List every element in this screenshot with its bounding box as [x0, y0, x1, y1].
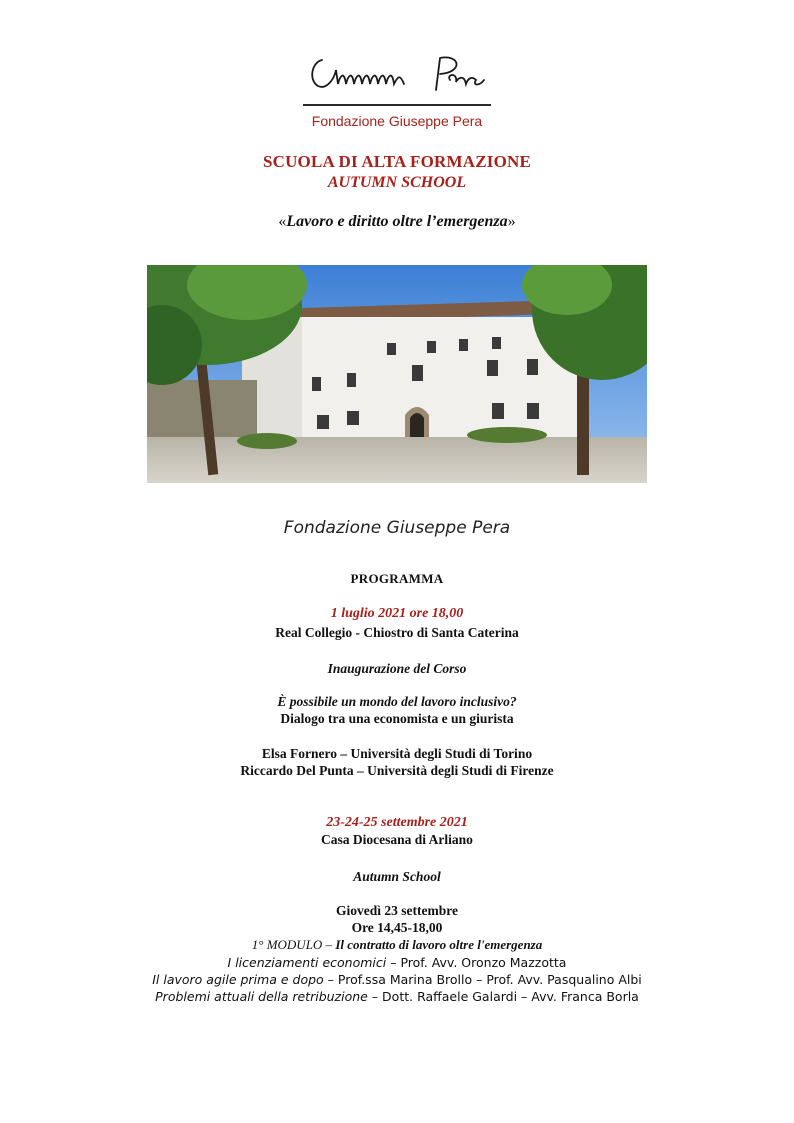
event1-speaker: Riccardo Del Punta – Università degli Studi di Firenze	[240, 763, 554, 778]
talk-topic: I licenziamenti economici	[227, 955, 387, 970]
event1-title: Inaugurazione del Corso	[327, 661, 467, 676]
talk-speakers: – Prof. Avv. Oronzo Mazzotta	[386, 955, 567, 970]
event1-dialogue: Dialogo tra una economista e un giurista	[280, 711, 514, 726]
close-quote: »	[507, 213, 516, 230]
talk-line	[0, 971, 794, 989]
open-quote: «	[278, 213, 287, 230]
module-title: Il contratto di lavoro oltre l'emergenza	[335, 937, 543, 952]
photo-caption: Fondazione Giuseppe Pera	[283, 518, 511, 538]
course-title	[0, 213, 794, 231]
event2-title: Autumn School	[353, 869, 441, 884]
event1-speaker: Elsa Fornero – Università degli Studi di Torino	[261, 746, 533, 761]
talk-speakers: – Dott. Raffaele Galardi – Avv. Franca Borla	[367, 989, 639, 1004]
module-prefix: 1° MODULO –	[251, 937, 336, 952]
logo-divider	[303, 104, 491, 106]
event2-date: 23-24-25 settembre 2021	[326, 815, 468, 830]
course-title-text: Lavoro e diritto oltre l’emergenza	[286, 213, 508, 230]
event2-venue: Casa Diocesana di Arliano	[321, 832, 473, 847]
school-title: SCUOLA DI ALTA FORMAZIONE	[262, 152, 532, 171]
module-heading	[0, 937, 794, 953]
talk-speakers: – Prof.ssa Marina Brollo – Prof. Avv. Pasqualino Albi	[323, 972, 642, 987]
logo-org-name: Fondazione Giuseppe Pera	[311, 113, 483, 129]
talk-topic: Il lavoro agile prima e dopo	[152, 972, 324, 987]
talk-line	[0, 988, 794, 1006]
talk-topic: Problemi attuali della retribuzione	[155, 989, 368, 1004]
signature-logo	[300, 40, 500, 100]
event2-day: Giovedì 23 settembre	[336, 903, 458, 918]
school-subtitle: AUTUMN SCHOOL	[327, 174, 467, 191]
event1-venue: Real Collegio - Chiostro di Santa Caterina	[275, 625, 519, 640]
programma-heading: PROGRAMMA	[350, 571, 444, 586]
event1-question: È possibile un mondo del lavoro inclusivo?	[277, 694, 517, 709]
talk-line	[0, 954, 794, 972]
event1-date: 1 luglio 2021 ore 18,00	[330, 606, 464, 621]
event2-time: Ore 14,45-18,00	[351, 920, 443, 935]
villa-photo	[147, 265, 647, 483]
